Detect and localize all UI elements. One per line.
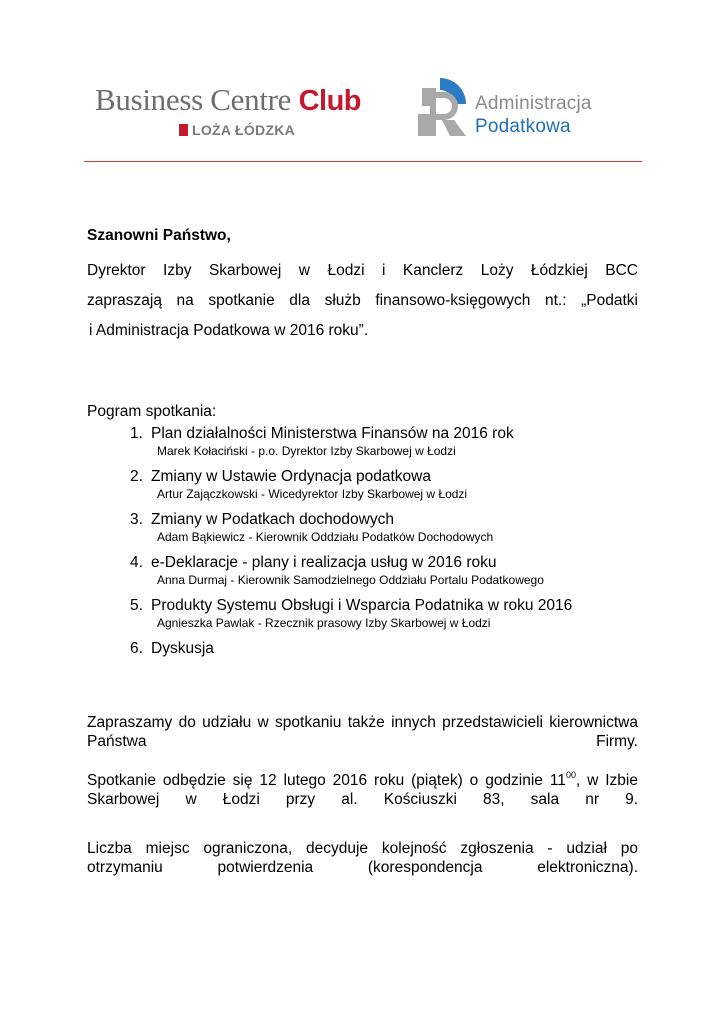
agenda-title: Zmiany w Ustawie Ordynacja podatkowa — [151, 468, 431, 485]
agenda-speaker: Agnieszka Pawlak - Rzecznik prasowy Izby Skarbowej w Łodzi — [157, 616, 491, 630]
agenda-speaker: Anna Durmaj - Kierownik Samodzielnego Oddziału Portalu Podatkowego — [157, 573, 544, 587]
agenda-number: 1. — [130, 425, 143, 442]
agenda-number: 5. — [130, 597, 143, 614]
agenda-item — [130, 595, 650, 638]
agenda-item — [130, 552, 650, 595]
intro-line: i Administracja Podatkowa w 2016 roku”. — [89, 322, 369, 339]
agenda-item — [130, 466, 650, 509]
agenda-title: Zmiany w Podatkach dochodowych — [151, 511, 394, 528]
greeting: Szanowni Państwo, — [87, 227, 231, 244]
meeting-paragraph: Spotkanie odbędzie się 12 lutego 2016 roku (piątek) o godzinie $11^{00}$, w Izbie Skarbowej w Łodzi przy al. Kościuszki 83, sala nr 9. — [87, 770, 638, 808]
bcc-logo-name: Business Centre — [95, 82, 292, 117]
ap-logo-line2: Podatkowa — [475, 116, 571, 137]
red-square-icon — [179, 124, 188, 136]
agenda-number: 6. — [130, 640, 143, 657]
ap-logo-line1: Administracja — [475, 93, 592, 114]
agenda-title: Produkty Systemu Obsługi i Wsparcia Podatnika w roku 2016 — [151, 597, 573, 614]
agenda-speaker: Adam Bąkiewicz - Kierownik Oddziału Podatków Dochodowych — [157, 530, 494, 544]
agenda-number: 2. — [130, 468, 143, 485]
bcc-logo-club: Club — [298, 85, 362, 117]
agenda-number: 4. — [130, 554, 143, 571]
agenda-speaker: Artur Zajączkowski - Wicedyrektor Izby Skarbowej w Łodzi — [157, 487, 468, 501]
invite-paragraph: Zapraszamy do udziału w spotkaniu także innych przedstawicieli kierownictwa Państwa Firmy. — [87, 714, 638, 750]
intro-line: zapraszają na spotkanie dla służb finansowo-księgowych nt.: „Podatki — [87, 292, 638, 309]
administracja-podatkowa-logo — [414, 76, 634, 146]
agenda-title: Dyskusja — [151, 640, 214, 657]
agenda-number: 3. — [130, 511, 143, 528]
agenda-item — [130, 638, 650, 681]
hour-minutes: 00 — [565, 770, 576, 780]
limit-paragraph: Liczba miejsc ograniczona, decyduje kolejność zgłoszenia - udział po otrzymaniu potwierdzenia (korespondencja elektroniczna). — [87, 840, 638, 876]
agenda-item — [130, 423, 650, 466]
bcc-logo — [95, 82, 385, 142]
program-title: Pogram spotkania: — [87, 403, 217, 420]
intro-line: Dyrektor Izby Skarbowej w Łodzi i Kanclerz Loży Łódzkiej BCC — [87, 262, 638, 279]
intro-paragraph — [87, 256, 638, 346]
agenda-speaker: Marek Kołaciński - p.o. Dyrektor Izby Skarbowej w Łodzi — [157, 444, 456, 458]
administracja-podatkowa-emblem-icon — [414, 76, 470, 138]
bcc-logo-subtitle: LOŻA ŁÓDZKA — [179, 122, 295, 138]
agenda-item — [130, 509, 650, 552]
header-divider — [84, 161, 642, 162]
agenda-list — [130, 423, 650, 681]
agenda-title: e-Deklaracje - plany i realizacja usług w 2016 roku — [151, 554, 497, 571]
agenda-title: Plan działalności Ministerstwa Finansów na 2016 rok — [151, 425, 514, 442]
bcc-logo-title — [95, 82, 361, 118]
